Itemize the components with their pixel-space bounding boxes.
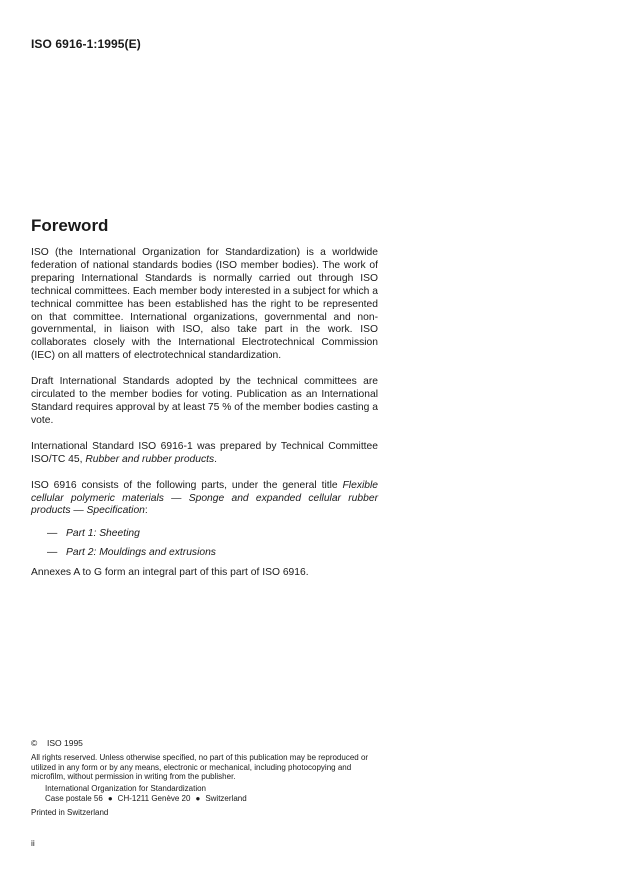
document-identifier: ISO 6916-1:1995(E) xyxy=(31,37,141,51)
organization-name: International Organization for Standardization xyxy=(45,784,206,794)
committee-title: Rubber and rubber products xyxy=(85,453,215,465)
copyright-block xyxy=(31,739,378,818)
address-city: CH-1211 Genève 20 xyxy=(117,793,191,803)
page-number: ii xyxy=(31,838,35,848)
list-item xyxy=(47,547,378,560)
dash-icon: — xyxy=(47,547,58,559)
printed-in: Printed in Switzerland xyxy=(31,807,109,817)
paragraph-iso-intro: ISO (the International Organization for Standardization) is a worldwide federation of national standards bodies (ISO member bodies). The work of preparing International Standards is normally carried out through ISO technical committees. Each member body interested in a subject for which a technical committee has been established has the right to be represented on that committee. International organizations, governmental and non-governmental, in liaison with ISO, also take part in the work. ISO collaborates closely with the International Electrotechnical Commission (IEC) on all matters of electrotechnical standardization. xyxy=(31,247,378,362)
prepared-by-suffix: . xyxy=(214,453,218,465)
address-postbox: Case postale 56 xyxy=(45,793,103,803)
address-country: Switzerland xyxy=(205,793,247,803)
bullet-icon: ● xyxy=(107,793,113,803)
bullet-icon: ● xyxy=(195,793,201,803)
parts-list xyxy=(31,528,378,560)
copyright-line xyxy=(31,739,378,749)
foreword-body xyxy=(31,247,378,593)
copyright-icon: © xyxy=(31,738,38,748)
parts-intro-text: ISO 6916 consists of the following parts, under the general title xyxy=(31,479,343,491)
paragraph-parts-intro xyxy=(31,480,378,519)
part-label: Part 2: Mouldings and extrusions xyxy=(66,547,216,559)
prepared-by-text: International Standard ISO 6916-1 was prepared by Technical Committee ISO/TC 45, xyxy=(31,440,378,465)
copyright-owner: ISO 1995 xyxy=(47,738,83,748)
rights-notice: All rights reserved. Unless otherwise specified, no part of this publication may be reproduced or utilized in any form or by any means, electronic or mechanical, including photocopying and microfilm, without permission in writing from the publisher. xyxy=(31,752,369,782)
parts-intro-suffix: : xyxy=(144,505,148,517)
general-title: Flexible cellular polymeric materials — Sponge and expanded cellular rubber products — Specification xyxy=(31,479,378,517)
paragraph-annexes: Annexes A to G form an integral part of this part of ISO 6916. xyxy=(31,567,309,579)
paragraph-prepared-by xyxy=(31,441,378,467)
list-item xyxy=(47,528,378,541)
organization-address xyxy=(31,794,378,804)
dash-icon: — xyxy=(47,528,58,540)
part-label: Part 1: Sheeting xyxy=(66,528,140,540)
paragraph-draft-standards: Draft International Standards adopted by the technical committees are circulated to the member bodies for voting. Publication as an International Standard requires approval by at least 75 % of the member bodies casting a vote. xyxy=(31,376,378,426)
foreword-heading: Foreword xyxy=(31,216,109,235)
